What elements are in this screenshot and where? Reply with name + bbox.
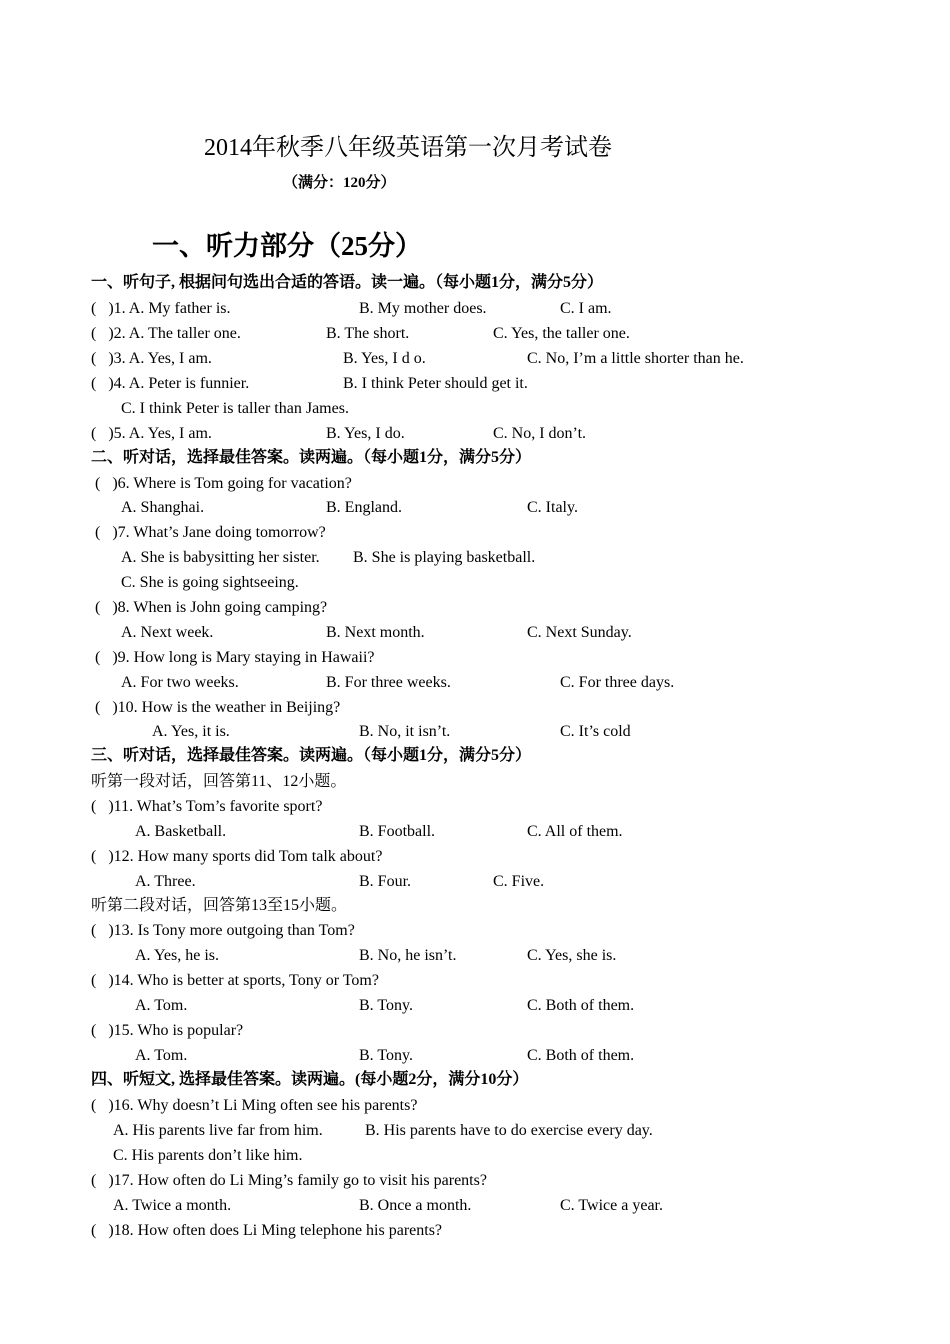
q9-option-a: A. For two weeks. xyxy=(121,674,239,691)
q13-option-b: B. No, he isn’t. xyxy=(359,947,457,964)
q9-option-c: C. For three days. xyxy=(560,674,675,691)
section-3-heading: 三、听对话，选择最佳答案。读两遍。（每小题1分，满分5分） xyxy=(91,747,532,764)
q8-option-c: C. Next Sunday. xyxy=(527,624,632,641)
q5-option-c: C. No, I don’t. xyxy=(493,425,587,442)
q15-option-b: B. Tony. xyxy=(359,1047,413,1064)
q15-option-a: A. Tom. xyxy=(135,1047,188,1064)
q17-option-b: B. Once a month. xyxy=(359,1197,472,1214)
q9-option-b: B. For three weeks. xyxy=(326,674,451,691)
section-3-note-2: 听第二段对话，回答第13至15小题。 xyxy=(91,897,348,914)
q15-option-c: C. Both of them. xyxy=(527,1047,635,1064)
q18-stem: ( )18. How often does Li Ming telephone his parents? xyxy=(91,1222,443,1239)
q3-stem: ( )3. A. Yes, I am. xyxy=(91,350,212,367)
section-2-heading: 二、听对话，选择最佳答案。读两遍。（每小题1分，满分5分） xyxy=(91,449,532,466)
q6-option-a: A. Shanghai. xyxy=(121,499,205,516)
q14-option-c: C. Both of them. xyxy=(527,997,635,1014)
q16-option-b: B. His parents have to do exercise every day. xyxy=(365,1122,653,1139)
q17-option-a: A. Twice a month. xyxy=(113,1197,232,1214)
page-subtitle: （满分：120分） xyxy=(283,175,396,191)
page-title: 2014年秋季八年级英语第一次月考试卷 xyxy=(204,135,612,161)
q6-option-c: C. Italy. xyxy=(527,499,578,516)
section-3-note-1: 听第一段对话，回答第11、12小题。 xyxy=(91,773,347,790)
section-4-heading: 四、听短文, 选择最佳答案。读两遍。(每小题2分，满分10分） xyxy=(91,1071,529,1088)
q11-option-b: B. Football. xyxy=(359,823,436,840)
q1-option-b: B. My mother does. xyxy=(359,300,487,317)
q12-option-c: C. Five. xyxy=(493,873,545,890)
q11-option-a: A. Basketball. xyxy=(135,823,227,840)
q7-option-b: B. She is playing basketball. xyxy=(353,549,536,566)
q4-option-b: B. I think Peter should get it. xyxy=(343,375,528,392)
q8-stem: ( )8. When is John going camping? xyxy=(95,599,328,616)
q2-stem: ( )2. A. The taller one. xyxy=(91,325,241,342)
q16-option-a: A. His parents live far from him. xyxy=(113,1122,323,1139)
q7-stem: ( )7. What’s Jane doing tomorrow? xyxy=(95,524,326,541)
q16-option-c: C. His parents don’t like him. xyxy=(113,1147,303,1164)
q5-option-b: B. Yes, I do. xyxy=(326,425,405,442)
section-1-heading: 一、听句子, 根据问句选出合适的答语。读一遍。（每小题1分，满分5分） xyxy=(91,274,604,291)
q1-option-c: C. I am. xyxy=(560,300,612,317)
q16-stem: ( )16. Why doesn’t Li Ming often see his parents? xyxy=(91,1097,418,1114)
q10-option-a: A. Yes, it is. xyxy=(152,723,230,740)
q9-stem: ( )9. How long is Mary staying in Hawaii? xyxy=(95,649,375,666)
q12-option-b: B. Four. xyxy=(359,873,412,890)
q1-stem: ( )1. A. My father is. xyxy=(91,300,231,317)
q13-option-a: A. Yes, he is. xyxy=(135,947,220,964)
q13-option-c: C. Yes, she is. xyxy=(527,947,617,964)
q14-stem: ( )14. Who is better at sports, Tony or Tom? xyxy=(91,972,379,989)
q13-stem: ( )13. Is Tony more outgoing than Tom? xyxy=(91,922,355,939)
q5-stem: ( )5. A. Yes, I am. xyxy=(91,425,212,442)
q15-stem: ( )15. Who is popular? xyxy=(91,1022,244,1039)
q3-option-b: B. Yes, I d o. xyxy=(343,350,426,367)
q4-option-c: C. I think Peter is taller than James. xyxy=(121,400,349,417)
q3-option-c: C. No, I’m a little shorter than he. xyxy=(527,350,744,367)
q6-stem: ( )6. Where is Tom going for vacation? xyxy=(95,475,352,492)
q11-option-c: C. All of them. xyxy=(527,823,623,840)
q10-option-b: B. No, it isn’t. xyxy=(359,723,451,740)
q17-option-c: C. Twice a year. xyxy=(560,1197,663,1214)
q14-option-a: A. Tom. xyxy=(135,997,188,1014)
q10-option-c: C. It’s cold xyxy=(560,723,631,740)
q6-option-b: B. England. xyxy=(326,499,402,516)
part-title: 一、听力部分（25分） xyxy=(152,231,422,261)
q17-stem: ( )17. How often do Li Ming’s family go to visit his parents? xyxy=(91,1172,487,1189)
q2-option-c: C. Yes, the taller one. xyxy=(493,325,630,342)
q14-option-b: B. Tony. xyxy=(359,997,413,1014)
q7-option-c: C. She is going sightseeing. xyxy=(121,574,299,591)
q12-stem: ( )12. How many sports did Tom talk about? xyxy=(91,848,383,865)
q4-stem: ( )4. A. Peter is funnier. xyxy=(91,375,250,392)
q10-stem: ( )10. How is the weather in Beijing? xyxy=(95,699,341,716)
q8-option-a: A. Next week. xyxy=(121,624,214,641)
q11-stem: ( )11. What’s Tom’s favorite sport? xyxy=(91,798,323,815)
q8-option-b: B. Next month. xyxy=(326,624,425,641)
q12-option-a: A. Three. xyxy=(135,873,196,890)
q2-option-b: B. The short. xyxy=(326,325,410,342)
q7-option-a: A. She is babysitting her sister. xyxy=(121,549,320,566)
